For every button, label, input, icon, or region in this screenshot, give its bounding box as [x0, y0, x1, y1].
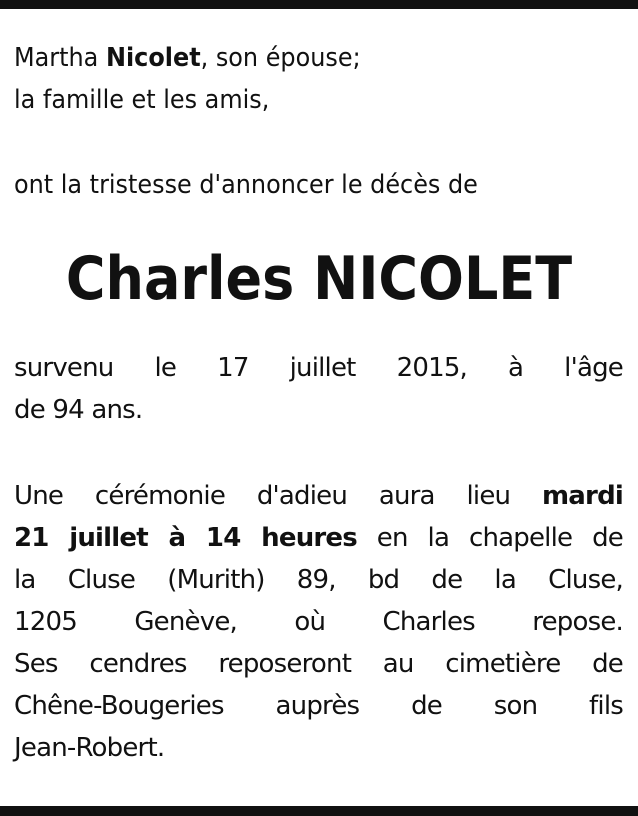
bottom-border: [0, 806, 638, 816]
spouse-last-name: Nicolet: [105, 43, 201, 73]
ceremony-day: mardi: [542, 481, 623, 511]
announcement-line: ont la tristesse d'annoncer le décès de: [14, 170, 478, 200]
age-line: de 94 ans.: [14, 395, 143, 425]
death-date-line: survenu le 17 juillet 2015, à l'âge: [14, 353, 623, 383]
family-line: la famille et les amis,: [14, 85, 270, 115]
deceased-name: Charles NICOLET: [65, 244, 573, 314]
ceremony-line-3: la Cluse (Murith) 89, bd de la Cluse,: [14, 565, 623, 595]
spouse-first-name: Martha: [14, 43, 99, 73]
ceremony-place-start: en la chapelle de: [356, 523, 623, 553]
ceremony-line-2: [14, 517, 623, 559]
ceremony-line-1: [14, 475, 623, 517]
ceremony-intro: Une cérémonie d'adieu aura lieu: [14, 481, 543, 511]
spouse-line: [14, 45, 575, 71]
spouse-relation: , son épouse;: [200, 43, 361, 73]
top-border: [0, 0, 638, 9]
ceremony-line-4: 1205 Genève, où Charles repose.: [14, 607, 623, 637]
ceremony-line-5: Ses cendres reposeront au cimetière de: [14, 649, 623, 679]
ceremony-line-6: Chêne-Bougeries auprès de son fils: [14, 691, 623, 721]
ceremony-line-7: Jean-Robert.: [14, 733, 165, 763]
ceremony-date-time: 21 juillet à 14 heures: [14, 523, 357, 553]
